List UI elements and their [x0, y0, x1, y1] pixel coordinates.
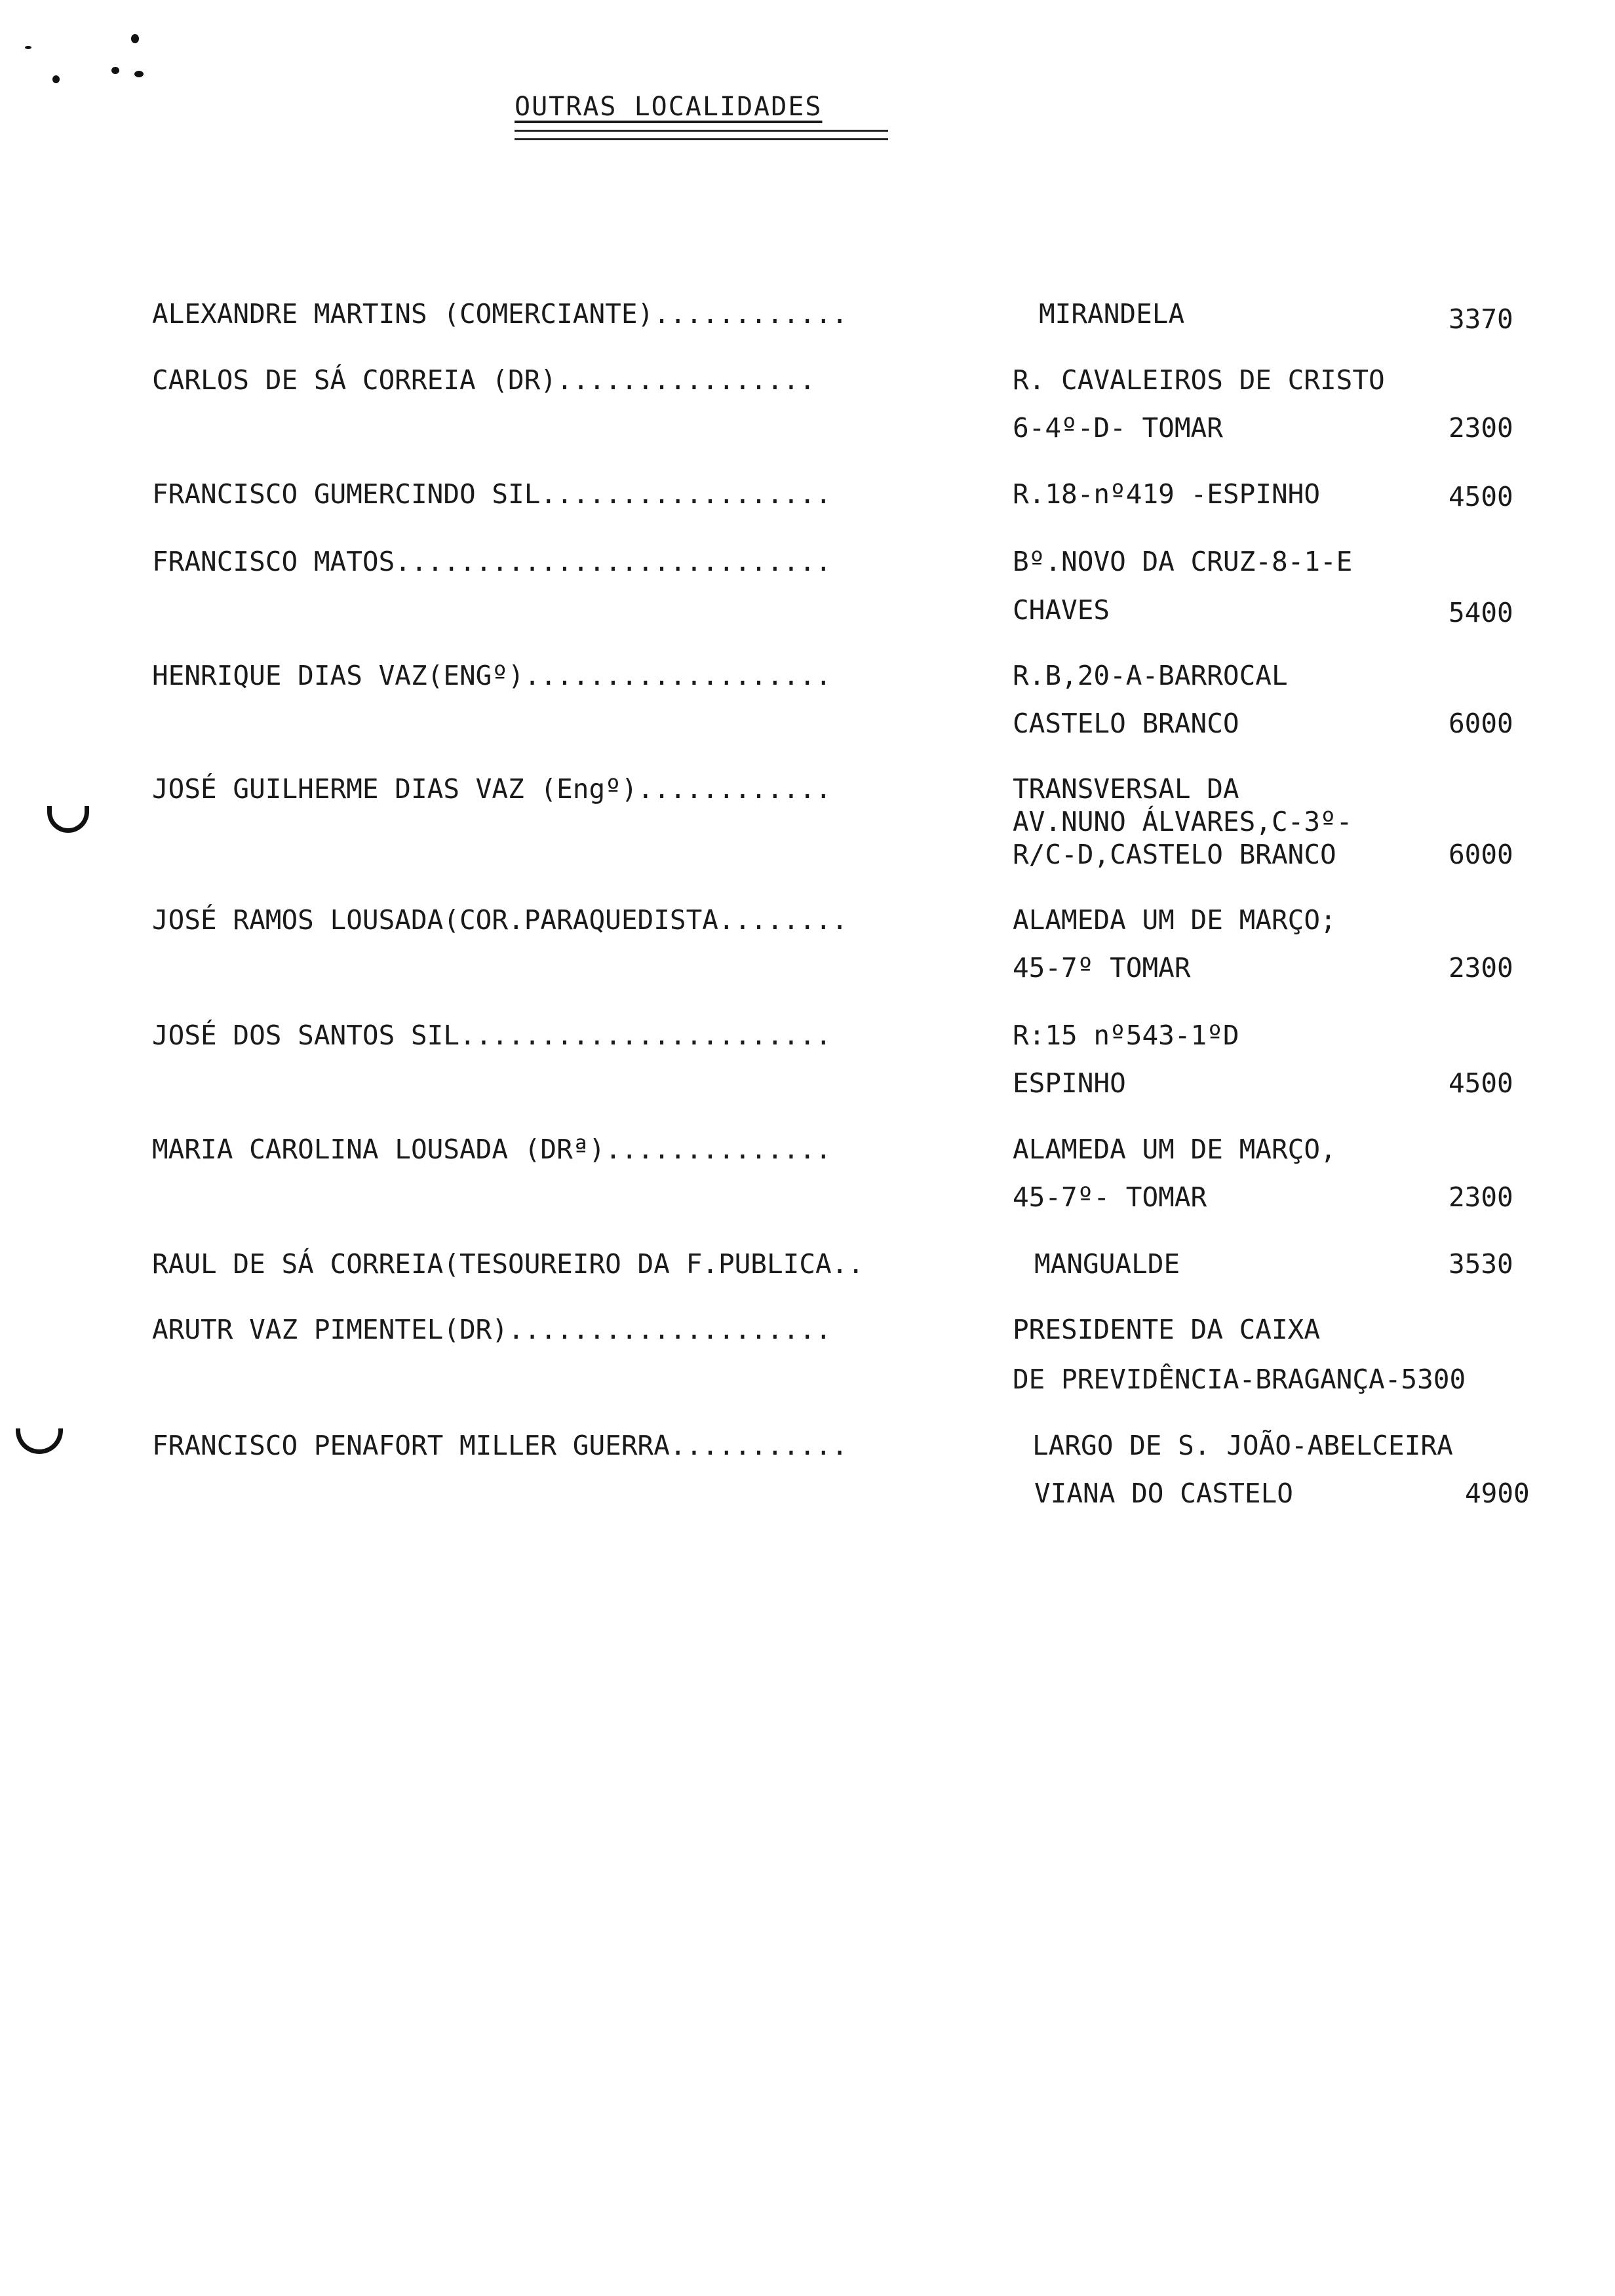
ink-speck	[131, 34, 139, 43]
entry-address-line: Bº.NOVO DA CRUZ-8-1-E	[1013, 546, 1353, 577]
entry-address-line: ALAMEDA UM DE MARÇO;	[1013, 904, 1336, 936]
entry-address-line: DE PREVIDÊNCIA-BRAGANÇA-5300	[1013, 1364, 1466, 1395]
entry-address-line: R.B,20-A-BARROCAL	[1013, 660, 1288, 691]
page-title: OUTRAS LOCALIDADES	[515, 92, 823, 122]
entry-name: FRANCISCO PENAFORT MILLER GUERRA...........	[152, 1430, 865, 1461]
entry-address-line: MIRANDELA	[1039, 298, 1185, 330]
entry-name: MARIA CAROLINA LOUSADA (DRª)..............	[152, 1134, 832, 1165]
entry-address-line: R:15 nº543-1ºD	[1013, 1020, 1239, 1051]
entry-address-line: CHAVES	[1013, 594, 1110, 626]
entry-address-line: LARGO DE S. JOÃO-ABELCEIRA	[1032, 1430, 1453, 1461]
entry-postal-code: 4900	[1465, 1478, 1530, 1509]
entry-address-line: MANGUALDE	[1034, 1248, 1180, 1280]
entry-name: CARLOS DE SÁ CORREIA (DR)................	[152, 364, 816, 396]
entry-address-line: R.18-nº419 -ESPINHO	[1013, 478, 1320, 510]
entry-postal-code: 3530	[1449, 1248, 1513, 1280]
ink-speck	[52, 75, 60, 83]
entry-address-line: VIANA DO CASTELO	[1034, 1478, 1293, 1509]
check-mark	[16, 1428, 63, 1454]
entry-postal-code: 2300	[1449, 952, 1513, 984]
check-mark	[47, 806, 89, 833]
entry-name: JOSÉ RAMOS LOUSADA(COR.PARAQUEDISTA........	[152, 904, 848, 936]
entry-name: JOSÉ DOS SANTOS SIL.......................	[152, 1020, 832, 1051]
entry-address-line: TRANSVERSAL DA	[1013, 773, 1239, 805]
entry-name: RAUL DE SÁ CORREIA(TESOUREIRO DA F.PUBLICA..	[152, 1248, 880, 1280]
entry-address-line: 6-4º-D- TOMAR	[1013, 412, 1223, 444]
entry-postal-code: 3370	[1449, 303, 1513, 335]
entry-postal-code: 5400	[1449, 597, 1513, 628]
entry-address-line: 45-7º- TOMAR	[1013, 1181, 1207, 1213]
entry-address-line: PRESIDENTE DA CAIXA	[1013, 1314, 1320, 1345]
ink-speck	[111, 67, 119, 74]
entry-name: HENRIQUE DIAS VAZ(ENGº)...................	[152, 660, 832, 691]
entry-address-line: CASTELO BRANCO	[1013, 708, 1239, 739]
entry-name: FRANCISCO GUMERCINDO SIL..................	[152, 478, 832, 510]
entry-address-line: 45-7º TOMAR	[1013, 952, 1191, 984]
entry-address-line: ESPINHO	[1013, 1067, 1126, 1099]
title-double-underline	[515, 130, 888, 140]
entry-postal-code: 6000	[1449, 839, 1513, 870]
entry-postal-code: 2300	[1449, 412, 1513, 444]
entry-postal-code: 2300	[1449, 1181, 1513, 1213]
entry-address-line: R/C-D,CASTELO BRANCO	[1013, 839, 1336, 870]
entry-postal-code: 4500	[1449, 1067, 1513, 1099]
entry-name: FRANCISCO MATOS...........................	[152, 546, 832, 577]
entry-address-line: R. CAVALEIROS DE CRISTO	[1013, 364, 1385, 396]
entry-name: JOSÉ GUILHERME DIAS VAZ (Engº)............	[152, 773, 832, 805]
ink-speck	[134, 71, 144, 77]
entry-name: ALEXANDRE MARTINS (COMERCIANTE)............	[152, 298, 865, 330]
entry-postal-code: 6000	[1449, 708, 1513, 739]
entry-name: ARUTR VAZ PIMENTEL(DR)....................	[152, 1314, 832, 1345]
entry-address-line: ALAMEDA UM DE MARÇO,	[1013, 1134, 1336, 1165]
entry-postal-code: 4500	[1449, 481, 1513, 512]
entry-address-line: AV.NUNO ÁLVARES,C-3º-	[1013, 806, 1353, 837]
ink-speck	[25, 46, 31, 49]
